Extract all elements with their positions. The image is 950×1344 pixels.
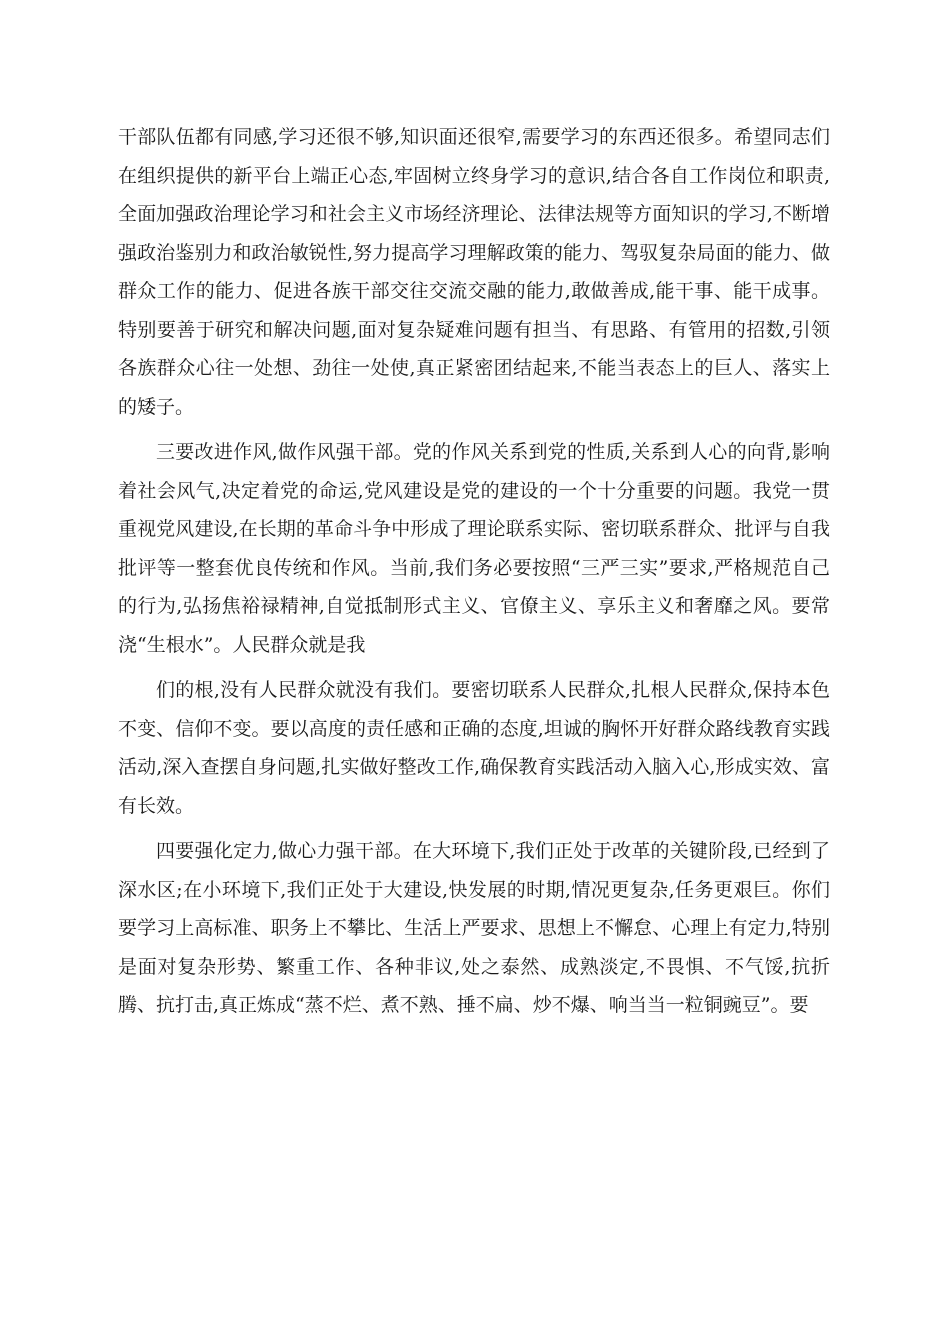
paragraph-strengthen-resolve: 四要强化定力,做心力强干部。在大环境下,我们正处于改革的关键阶段,已经到了深水区;在小环境下,我们正处于大建设,快发展的时期,情况更复杂,任务更艰巨。你们要学习上高标准、职务上不攀比、生活上严要求、思想上不懈怠、心理上有定力,特别是面对复杂形势、繁重工作、各种非议,处之泰然、成熟淡定,不畏惧、不气馁,抗折腾、抗打击,真正炼成“蒸不烂、煮不熟、捶不扁、炒不爆、响当当一粒铜豌豆”。要 xyxy=(118,840,830,1016)
paragraph-improve-style: 三要改进作风,做作风强干部。党的作风关系到党的性质,关系到人心的向背,影响着社会风气,决定着党的命运,党风建设是党的建设的一个十分重要的问题。我党一贯重视党风建设,在长期的革命斗争中形成了理论联系实际、密切联系群众、批评与自我批评等一整套优良传统和作风。当前,我们务必要按照“三严三实”要求,严格规范自己的行为,弘扬焦裕禄精神,自觉抵制形式主义、官僚主义、享乐主义和奢靡之风。要常浇“生根水”。人民群众就是我 xyxy=(118,441,830,656)
paragraph-study: 干部队伍都有同感,学习还很不够,知识面还很窄,需要学习的东西还很多。希望同志们在组织提供的新平台上端正心态,牢固树立终身学习的意识,结合各自工作岗位和职责,全面加强政治理论学习和社会主义市场经济理论、法律法规等方面知识的学习,不断增强政治鉴别力和政治敏锐性,努力提高学习理解政策的能力、驾驭复杂局面的能力、做群众工作的能力、促进各族干部交往交流交融的能力,敢做善成,能干事、能干成事。特别要善于研究和解决问题,面对复杂疑难问题有担当、有思路、有管用的招数,引领各族群众心往一处想、劲往一处使,真正紧密团结起来,不能当表态上的巨人、落实上的矮子。 xyxy=(118,126,830,418)
paragraph-roots-masses: 们的根,没有人民群众就没有我们。要密切联系人民群众,扎根人民群众,保持本色不变、信仰不变。要以高度的责任感和正确的态度,坦诚的胸怀开好群众路线教育实践活动,深入查摆自身问题,扎实做好整改工作,确保教育实践活动入脑入心,形成实效、富有长效。 xyxy=(118,679,830,817)
document-body xyxy=(118,118,830,1025)
